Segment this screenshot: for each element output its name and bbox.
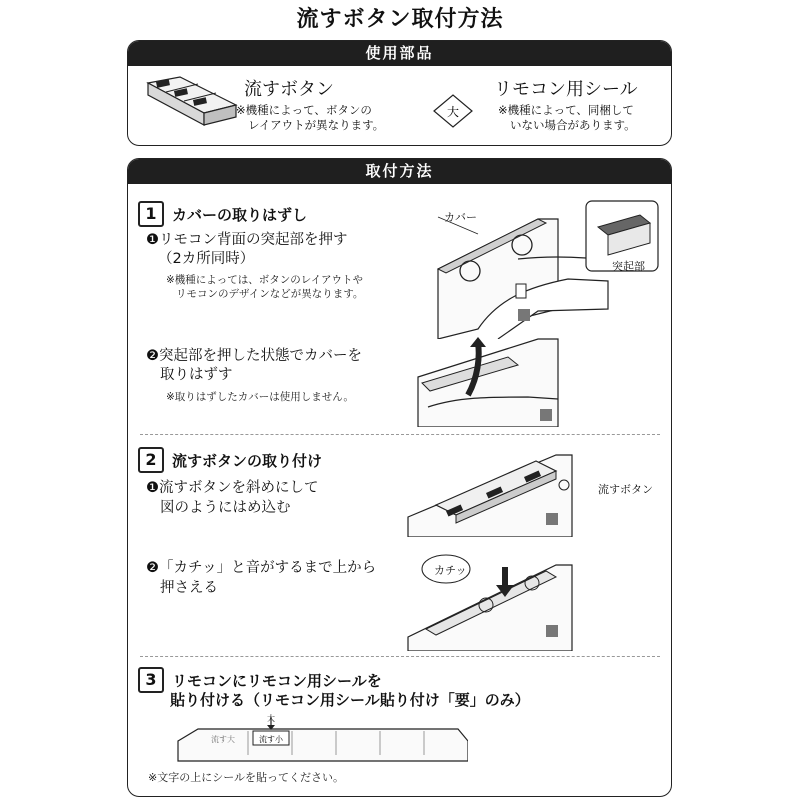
- strip-label-2: 流す小: [259, 735, 283, 744]
- method-panel: [127, 158, 672, 797]
- step1-sub1-line1: ❶リモコン背面の突起部を押す: [146, 232, 348, 248]
- step2-heading: [138, 447, 322, 473]
- sticker-part-note-line1: ※機種によって、同梱して: [498, 103, 634, 117]
- step3-title-line1: リモコンにリモコン用シールを: [172, 671, 382, 690]
- step2-number: 2: [138, 447, 164, 473]
- callout-protrusion: 突起部: [612, 260, 645, 273]
- sticker-illustration: [430, 91, 476, 131]
- sticker-part-note-line2: いない場合があります。: [510, 118, 636, 132]
- divider-1: [140, 434, 660, 435]
- sticker-part-title: リモコン用シール: [494, 79, 638, 100]
- step3-number: 3: [138, 667, 164, 693]
- callout-flush-button: 流すボタン: [598, 483, 653, 496]
- step1-sub1-note-line2: リモコンのデザインなどが異なります。: [176, 288, 364, 300]
- step1-heading: [138, 201, 307, 227]
- step3-note: ※文字の上にシールを貼ってください。: [148, 771, 344, 784]
- step2-title: 流すボタンの取り付け: [172, 451, 323, 470]
- button-part-title: 流すボタン: [244, 79, 334, 100]
- step1-sub1-line2: （2カ所同時）: [158, 251, 255, 267]
- callout-click: カチッ: [434, 564, 467, 577]
- step1-sub2-note: ※取りはずしたカバーは使用しません。: [166, 391, 354, 403]
- parts-header: 使用部品: [128, 41, 671, 66]
- strip-sticker-glyph: 大: [267, 714, 275, 723]
- step1-sub1-note-line1: ※機種によっては、ボタンのレイアウトや: [166, 274, 363, 286]
- step2-sub1-line1: ❶流すボタンを斜めにして: [146, 480, 319, 496]
- step1-sub2-line2: 取りはずす: [160, 367, 233, 383]
- step1-title: カバーの取りはずし: [172, 205, 308, 224]
- flush-button-illustration: [140, 75, 240, 133]
- sticker-glyph: 大: [446, 105, 460, 119]
- step3-sticker-strip: [168, 713, 468, 763]
- divider-2: [140, 656, 660, 657]
- step1-sub2-line1: ❷突起部を押した状態でカバーを: [146, 348, 362, 364]
- parts-panel: [127, 40, 672, 146]
- step2-illustration-click: [406, 551, 576, 651]
- step2-sub1-line2: 図のようにはめ込む: [160, 500, 291, 516]
- step2-sub2-line2: 押さえる: [160, 580, 218, 596]
- callout-cover: カバー: [444, 211, 477, 224]
- step1-illustration-remove-cover: [408, 337, 578, 427]
- step2-sub2-line1: ❷「カチッ」と音がするまで上から: [146, 560, 377, 576]
- step3-title-line2: 貼り付ける（リモコン用シール貼り付け「要」のみ）: [170, 691, 530, 709]
- strip-label-1: 流す大: [211, 735, 235, 744]
- method-header: 取付方法: [128, 159, 671, 184]
- step2-illustration-insert: [406, 447, 576, 537]
- page-title: 流すボタン取付方法: [296, 7, 504, 32]
- step1-number: 1: [138, 201, 164, 227]
- button-part-note-line2: レイアウトが異なります。: [248, 118, 385, 132]
- button-part-note-line1: ※機種によって、ボタンの: [236, 103, 372, 117]
